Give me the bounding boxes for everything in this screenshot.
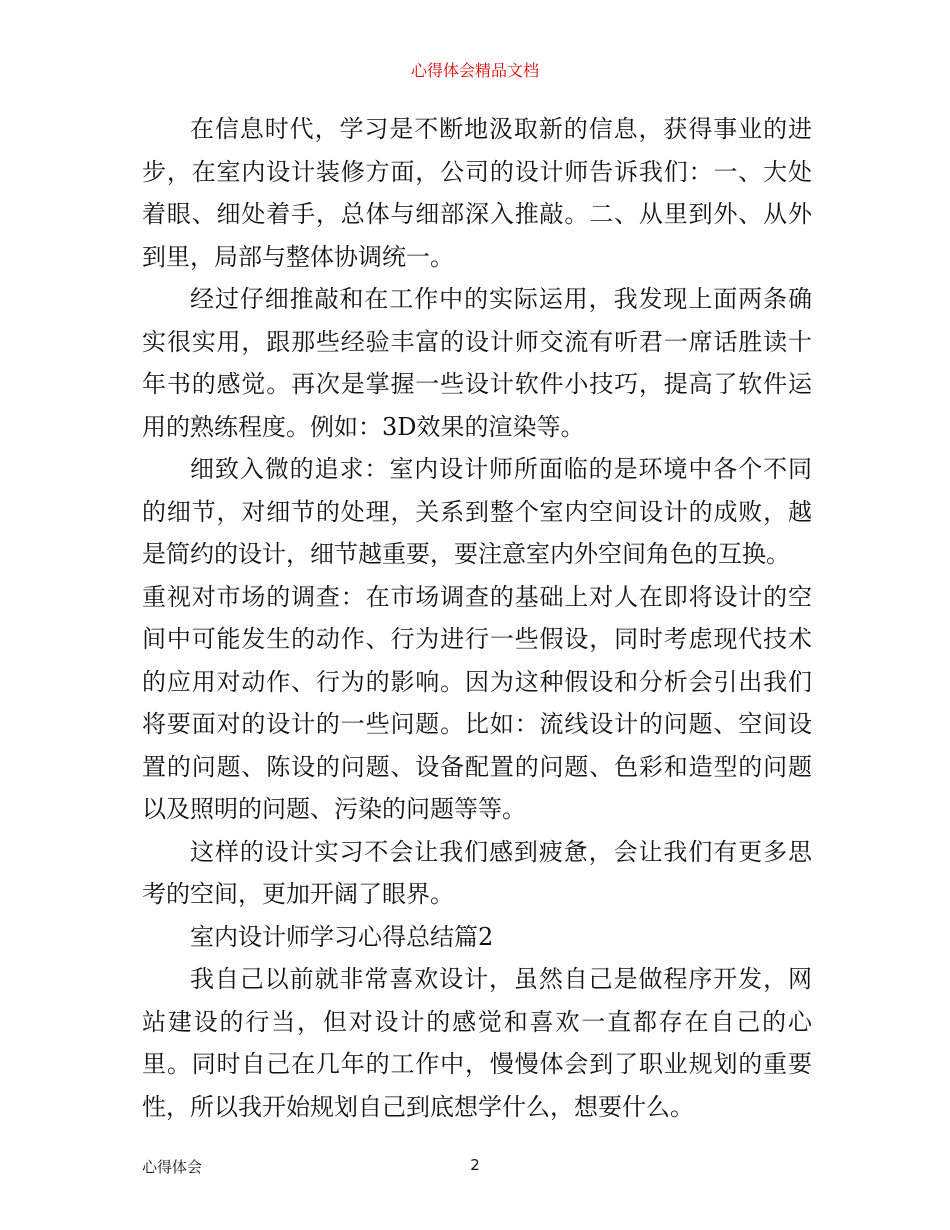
- document-body: [142, 108, 812, 1128]
- paragraph-4: 重视对市场的调查：在市场调查的基础上对人在即将设计的空间中可能发生的动作、行为进行一些假设，同时考虑现代技术的应用对动作、行为的影响。因为这种假设和分析会引出我们将要面对的设计的一些问题。比如：流线设计的问题、空间设置的问题、陈设的问题、设备配置的问题、色彩和造型的问题以及照明的问题、污染的问题等等。: [142, 582, 812, 823]
- paragraph-3: 细致入微的追求：室内设计师所面临的是环境中各个不同的细节，对细节的处理，关系到整个室内空间设计的成败，越是简约的设计，细节越重要，要注意室内外空间角色的互换。: [142, 455, 812, 568]
- footer-label: 心得体会: [142, 1158, 203, 1176]
- paragraph-6: 我自己以前就非常喜欢设计，虽然自己是做程序开发，网站建设的行当，但对设计的感觉和喜欢一直都存在自己的心里。同时自己在几年的工作中，慢慢体会到了职业规划的重要性，所以我开始规划自己到底想学什么，想要什么。: [142, 965, 812, 1121]
- paragraph-5: 这样的设计实习不会让我们感到疲惫，会让我们有更多思考的空间，更加开阔了眼界。: [142, 837, 812, 908]
- section-heading: 室内设计师学习心得总结篇2: [190, 922, 494, 951]
- page-number: 2: [470, 1156, 480, 1174]
- paragraph-1: 在信息时代，学习是不断地汲取新的信息，获得事业的进步，在室内设计装修方面，公司的设计师告诉我们：一、大处着眼、细处着手，总体与细部深入推敲。二、从里到外、从外到里，局部与整体协调统一。: [142, 115, 812, 271]
- paragraph-2: 经过仔细推敲和在工作中的实际运用，我发现上面两条确实很实用，跟那些经验丰富的设计师交流有听君一席话胜读十年书的感觉。再次是掌握一些设计软件小技巧，提高了软件运用的熟练程度。例如：3D效果的渲染等。: [142, 285, 812, 441]
- page-header-title: 心得体会精品文档: [410, 61, 539, 80]
